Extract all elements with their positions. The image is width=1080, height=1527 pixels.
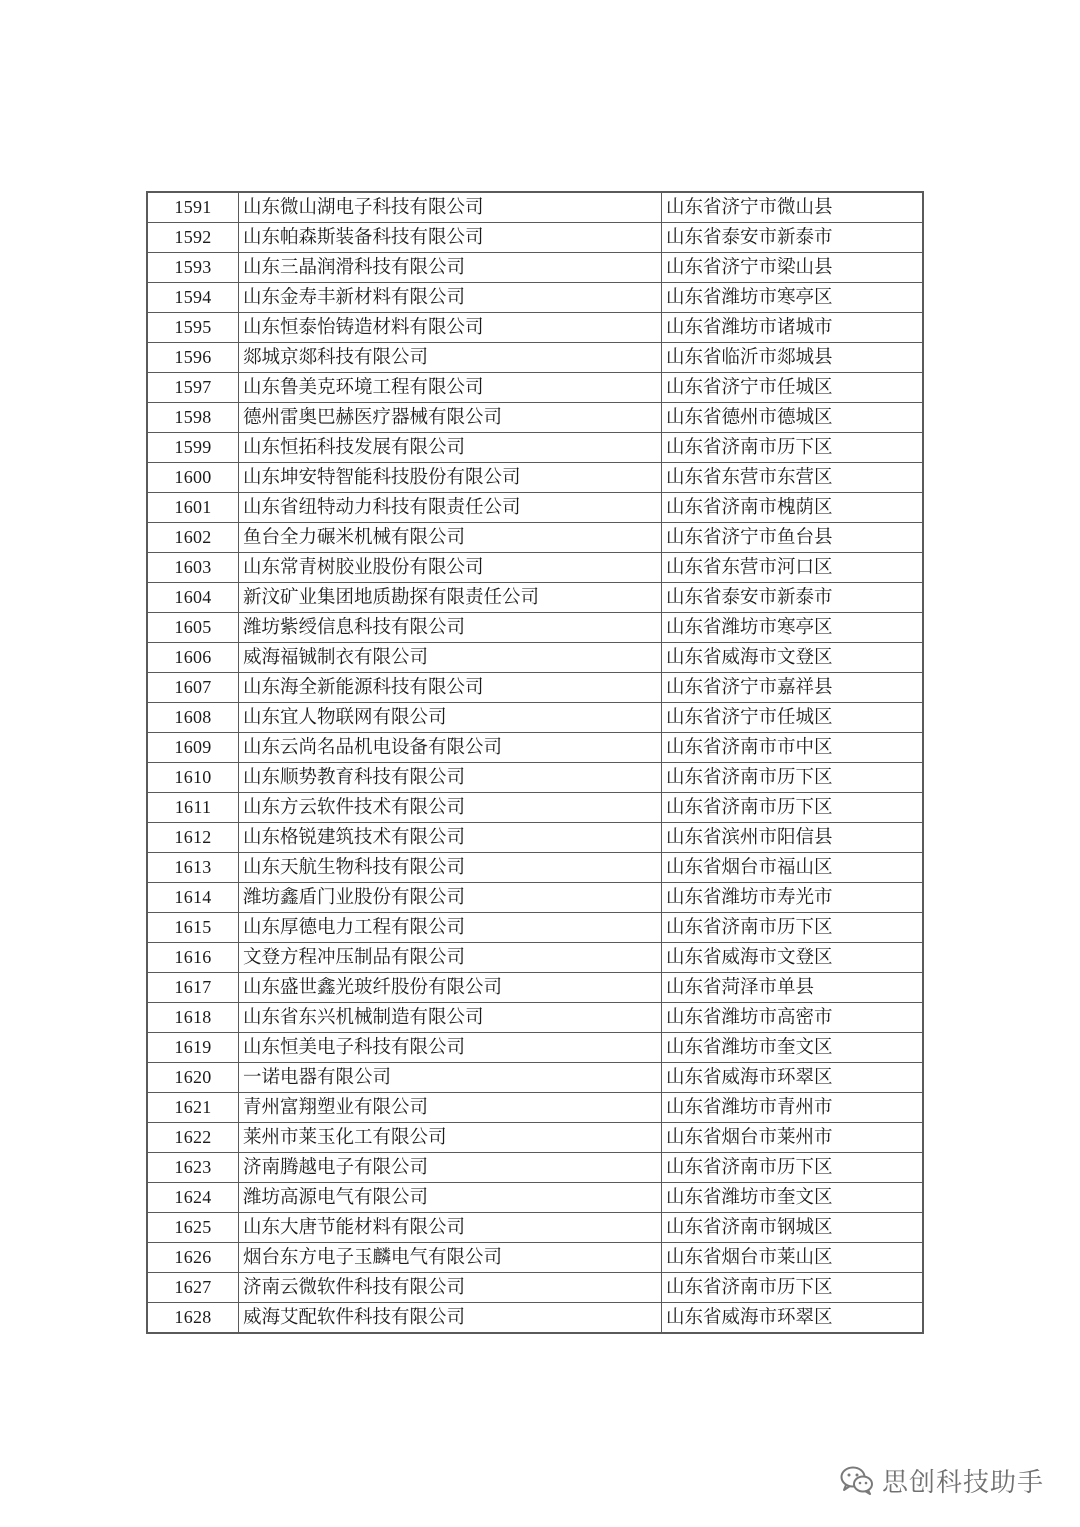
company-name-cell: 山东恒泰怡铸造材料有限公司 bbox=[239, 313, 662, 343]
row-number-cell: 1601 bbox=[147, 493, 239, 523]
company-name-cell: 山东三晶润滑科技有限公司 bbox=[239, 253, 662, 283]
location-cell: 山东省威海市环翠区 bbox=[662, 1303, 924, 1334]
table-row bbox=[147, 943, 923, 973]
table-row bbox=[147, 1243, 923, 1273]
row-number-cell: 1603 bbox=[147, 553, 239, 583]
table-row bbox=[147, 733, 923, 763]
location-cell: 山东省潍坊市青州市 bbox=[662, 1093, 924, 1123]
company-name-cell: 山东微山湖电子科技有限公司 bbox=[239, 192, 662, 223]
table-row bbox=[147, 1123, 923, 1153]
table-row bbox=[147, 1003, 923, 1033]
row-number-cell: 1617 bbox=[147, 973, 239, 1003]
row-number-cell: 1628 bbox=[147, 1303, 239, 1334]
location-cell: 山东省济宁市嘉祥县 bbox=[662, 673, 924, 703]
location-cell: 山东省济南市市中区 bbox=[662, 733, 924, 763]
account-watermark bbox=[840, 1460, 1044, 1500]
table-row bbox=[147, 1063, 923, 1093]
row-number-cell: 1627 bbox=[147, 1273, 239, 1303]
table-row bbox=[147, 973, 923, 1003]
table-row bbox=[147, 643, 923, 673]
row-number-cell: 1624 bbox=[147, 1183, 239, 1213]
row-number-cell: 1616 bbox=[147, 943, 239, 973]
location-cell: 山东省潍坊市高密市 bbox=[662, 1003, 924, 1033]
table-row bbox=[147, 223, 923, 253]
row-number-cell: 1592 bbox=[147, 223, 239, 253]
wechat-icon bbox=[840, 1465, 874, 1495]
row-number-cell: 1608 bbox=[147, 703, 239, 733]
row-number-cell: 1606 bbox=[147, 643, 239, 673]
row-number-cell: 1623 bbox=[147, 1153, 239, 1183]
location-cell: 山东省济宁市任城区 bbox=[662, 373, 924, 403]
table-row bbox=[147, 673, 923, 703]
row-number-cell: 1621 bbox=[147, 1093, 239, 1123]
table-row bbox=[147, 913, 923, 943]
company-name-cell: 鱼台全力碾米机械有限公司 bbox=[239, 523, 662, 553]
location-cell: 山东省济南市历下区 bbox=[662, 1273, 924, 1303]
row-number-cell: 1614 bbox=[147, 883, 239, 913]
location-cell: 山东省潍坊市奎文区 bbox=[662, 1033, 924, 1063]
table-row bbox=[147, 703, 923, 733]
row-number-cell: 1622 bbox=[147, 1123, 239, 1153]
location-cell: 山东省潍坊市寿光市 bbox=[662, 883, 924, 913]
company-name-cell: 山东恒美电子科技有限公司 bbox=[239, 1033, 662, 1063]
company-name-cell: 山东省纽特动力科技有限责任公司 bbox=[239, 493, 662, 523]
company-name-cell: 山东常青树胶业股份有限公司 bbox=[239, 553, 662, 583]
company-name-cell: 山东顺势教育科技有限公司 bbox=[239, 763, 662, 793]
row-number-cell: 1609 bbox=[147, 733, 239, 763]
table-row bbox=[147, 343, 923, 373]
table-row bbox=[147, 192, 923, 223]
company-list-table bbox=[146, 191, 924, 1334]
company-name-cell: 烟台东方电子玉麟电气有限公司 bbox=[239, 1243, 662, 1273]
table-row bbox=[147, 463, 923, 493]
table-row bbox=[147, 883, 923, 913]
table-row bbox=[147, 1273, 923, 1303]
location-cell: 山东省潍坊市寒亭区 bbox=[662, 283, 924, 313]
location-cell: 山东省泰安市新泰市 bbox=[662, 223, 924, 253]
location-cell: 山东省东营市河口区 bbox=[662, 553, 924, 583]
location-cell: 山东省济南市槐荫区 bbox=[662, 493, 924, 523]
row-number-cell: 1598 bbox=[147, 403, 239, 433]
location-cell: 山东省济宁市微山县 bbox=[662, 192, 924, 223]
location-cell: 山东省菏泽市单县 bbox=[662, 973, 924, 1003]
table-row bbox=[147, 793, 923, 823]
row-number-cell: 1619 bbox=[147, 1033, 239, 1063]
row-number-cell: 1613 bbox=[147, 853, 239, 883]
table-row bbox=[147, 1213, 923, 1243]
table-row bbox=[147, 253, 923, 283]
location-cell: 山东省济宁市鱼台县 bbox=[662, 523, 924, 553]
table-row bbox=[147, 1303, 923, 1334]
location-cell: 山东省威海市环翠区 bbox=[662, 1063, 924, 1093]
location-cell: 山东省潍坊市奎文区 bbox=[662, 1183, 924, 1213]
location-cell: 山东省威海市文登区 bbox=[662, 943, 924, 973]
row-number-cell: 1604 bbox=[147, 583, 239, 613]
location-cell: 山东省潍坊市诸城市 bbox=[662, 313, 924, 343]
location-cell: 山东省烟台市福山区 bbox=[662, 853, 924, 883]
company-name-cell: 威海福铖制衣有限公司 bbox=[239, 643, 662, 673]
row-number-cell: 1626 bbox=[147, 1243, 239, 1273]
table-row bbox=[147, 1033, 923, 1063]
location-cell: 山东省东营市东营区 bbox=[662, 463, 924, 493]
location-cell: 山东省临沂市郯城县 bbox=[662, 343, 924, 373]
table-row bbox=[147, 493, 923, 523]
company-name-cell: 山东云尚名品机电设备有限公司 bbox=[239, 733, 662, 763]
location-cell: 山东省济南市历下区 bbox=[662, 913, 924, 943]
company-list-body bbox=[147, 192, 923, 1333]
company-name-cell: 威海艾配软件科技有限公司 bbox=[239, 1303, 662, 1334]
company-name-cell: 济南腾越电子有限公司 bbox=[239, 1153, 662, 1183]
company-name-cell: 潍坊紫绶信息科技有限公司 bbox=[239, 613, 662, 643]
table-row bbox=[147, 1183, 923, 1213]
company-name-cell: 济南云微软件科技有限公司 bbox=[239, 1273, 662, 1303]
company-name-cell: 青州富翔塑业有限公司 bbox=[239, 1093, 662, 1123]
company-name-cell: 新汶矿业集团地质勘探有限责任公司 bbox=[239, 583, 662, 613]
company-name-cell: 郯城京郯科技有限公司 bbox=[239, 343, 662, 373]
row-number-cell: 1607 bbox=[147, 673, 239, 703]
table-row bbox=[147, 553, 923, 583]
row-number-cell: 1596 bbox=[147, 343, 239, 373]
company-name-cell: 莱州市莱玉化工有限公司 bbox=[239, 1123, 662, 1153]
company-name-cell: 文登方程冲压制品有限公司 bbox=[239, 943, 662, 973]
table-row bbox=[147, 853, 923, 883]
location-cell: 山东省德州市德城区 bbox=[662, 403, 924, 433]
row-number-cell: 1605 bbox=[147, 613, 239, 643]
location-cell: 山东省潍坊市寒亭区 bbox=[662, 613, 924, 643]
company-name-cell: 山东天航生物科技有限公司 bbox=[239, 853, 662, 883]
row-number-cell: 1602 bbox=[147, 523, 239, 553]
location-cell: 山东省泰安市新泰市 bbox=[662, 583, 924, 613]
table-row bbox=[147, 763, 923, 793]
location-cell: 山东省烟台市莱山区 bbox=[662, 1243, 924, 1273]
company-name-cell: 潍坊高源电气有限公司 bbox=[239, 1183, 662, 1213]
row-number-cell: 1594 bbox=[147, 283, 239, 313]
row-number-cell: 1618 bbox=[147, 1003, 239, 1033]
location-cell: 山东省济南市历下区 bbox=[662, 433, 924, 463]
row-number-cell: 1612 bbox=[147, 823, 239, 853]
location-cell: 山东省济宁市梁山县 bbox=[662, 253, 924, 283]
row-number-cell: 1593 bbox=[147, 253, 239, 283]
table-row bbox=[147, 313, 923, 343]
row-number-cell: 1611 bbox=[147, 793, 239, 823]
table-row bbox=[147, 1093, 923, 1123]
row-number-cell: 1591 bbox=[147, 192, 239, 223]
company-name-cell: 山东帕森斯装备科技有限公司 bbox=[239, 223, 662, 253]
company-name-cell: 潍坊鑫盾门业股份有限公司 bbox=[239, 883, 662, 913]
row-number-cell: 1610 bbox=[147, 763, 239, 793]
table-row bbox=[147, 1153, 923, 1183]
location-cell: 山东省济南市历下区 bbox=[662, 763, 924, 793]
table-row bbox=[147, 403, 923, 433]
company-name-cell: 山东宜人物联网有限公司 bbox=[239, 703, 662, 733]
table-row bbox=[147, 373, 923, 403]
table-row bbox=[147, 823, 923, 853]
company-name-cell: 山东格锐建筑技术有限公司 bbox=[239, 823, 662, 853]
watermark-text: 思创科技助手 bbox=[881, 1467, 1044, 1498]
company-name-cell: 山东方云软件技术有限公司 bbox=[239, 793, 662, 823]
table-row bbox=[147, 613, 923, 643]
row-number-cell: 1615 bbox=[147, 913, 239, 943]
company-name-cell: 山东海全新能源科技有限公司 bbox=[239, 673, 662, 703]
row-number-cell: 1625 bbox=[147, 1213, 239, 1243]
row-number-cell: 1599 bbox=[147, 433, 239, 463]
row-number-cell: 1620 bbox=[147, 1063, 239, 1093]
location-cell: 山东省济南市钢城区 bbox=[662, 1213, 924, 1243]
company-name-cell: 山东鲁美克环境工程有限公司 bbox=[239, 373, 662, 403]
location-cell: 山东省济南市历下区 bbox=[662, 793, 924, 823]
company-name-cell: 德州雷奥巴赫医疗器械有限公司 bbox=[239, 403, 662, 433]
table-row bbox=[147, 433, 923, 463]
company-name-cell: 山东省东兴机械制造有限公司 bbox=[239, 1003, 662, 1033]
company-name-cell: 山东坤安特智能科技股份有限公司 bbox=[239, 463, 662, 493]
company-name-cell: 山东盛世鑫光玻纤股份有限公司 bbox=[239, 973, 662, 1003]
table-row bbox=[147, 523, 923, 553]
company-name-cell: 山东大唐节能材料有限公司 bbox=[239, 1213, 662, 1243]
location-cell: 山东省滨州市阳信县 bbox=[662, 823, 924, 853]
location-cell: 山东省济宁市任城区 bbox=[662, 703, 924, 733]
row-number-cell: 1597 bbox=[147, 373, 239, 403]
table-row bbox=[147, 583, 923, 613]
location-cell: 山东省烟台市莱州市 bbox=[662, 1123, 924, 1153]
company-name-cell: 山东恒拓科技发展有限公司 bbox=[239, 433, 662, 463]
company-name-cell: 一诺电器有限公司 bbox=[239, 1063, 662, 1093]
row-number-cell: 1600 bbox=[147, 463, 239, 493]
table-row bbox=[147, 283, 923, 313]
row-number-cell: 1595 bbox=[147, 313, 239, 343]
location-cell: 山东省济南市历下区 bbox=[662, 1153, 924, 1183]
company-name-cell: 山东金寿丰新材料有限公司 bbox=[239, 283, 662, 313]
location-cell: 山东省威海市文登区 bbox=[662, 643, 924, 673]
company-name-cell: 山东厚德电力工程有限公司 bbox=[239, 913, 662, 943]
